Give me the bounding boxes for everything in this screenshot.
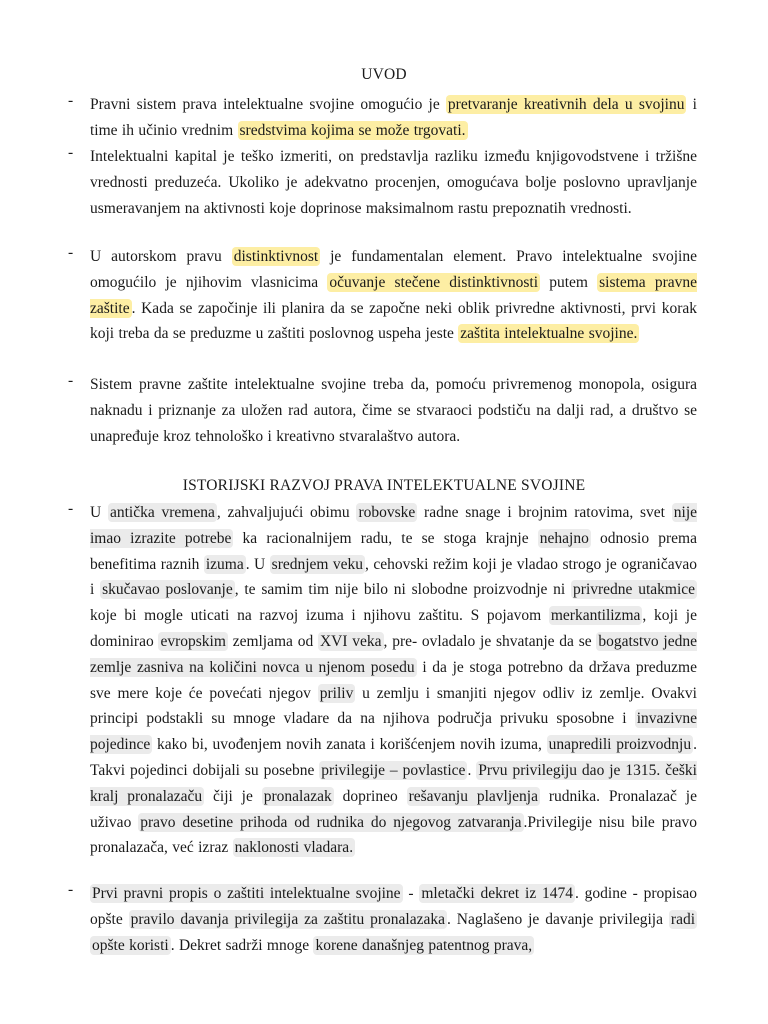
text-run: ka racionalnijem radu, te se stoga krajnje	[233, 529, 538, 547]
highlight-grey: priliv	[319, 684, 354, 702]
text-run: zemljama od	[227, 632, 318, 650]
text-run: U	[90, 504, 108, 521]
text-run: -	[402, 885, 420, 902]
highlight-grey: korene današnjeg patentnog prava,	[315, 936, 533, 954]
text-run: rudnika. Pronalazač je uživao	[90, 787, 697, 831]
text-run: , te samim tim nije bilo ni slobodne proizvodnje ni	[234, 581, 572, 599]
highlight-grey: mletački dekret iz 1474	[421, 885, 573, 902]
paragraph-5	[90, 500, 697, 861]
highlight-grey: radi	[670, 910, 696, 928]
text-run: odnosio prema benefitima raznih	[90, 529, 697, 573]
bullet-dash: -	[68, 881, 74, 898]
highlight-grey: pravo desetine prihoda od rudnika do njegovog zatvaranja	[140, 813, 522, 831]
text-run: .Privilegije nisu bile pravo pronalazača, već izraz	[90, 813, 697, 857]
text-run: Sistem pravne zaštite intelektualne svojine treba da, pomoću privremenog monopola, osigura naknadu i priznanje za uložen rad autora, čime se stvaraoci podstiču na dalji rad, a društvo se unapređuje kroz tehnološko i kreativno stvaralaštvo autora.	[90, 376, 697, 445]
highlight-grey: opšte koristi	[92, 936, 169, 954]
bullet-dash: -	[68, 500, 74, 517]
bullet-item-2	[68, 144, 708, 221]
text-run: .	[467, 761, 477, 779]
paragraph-4	[90, 372, 697, 449]
text-run: . U	[245, 555, 270, 573]
highlight-yellow: distinktivnost	[233, 248, 319, 265]
highlight-grey: skučavao poslovanje	[102, 581, 233, 599]
bullet-dash: -	[68, 244, 74, 261]
text-run: , koji je dominirao	[90, 607, 697, 650]
text-run: i da je stoga potrebno da država preduzme sve mere koje će povećati njegov	[90, 658, 697, 702]
text-run: , zahvaljujući obimu	[216, 504, 357, 521]
paragraph-2	[90, 144, 697, 221]
highlight-grey: nehajno	[539, 529, 589, 547]
bullet-dash: -	[68, 372, 74, 389]
text-run: doprineo	[333, 787, 407, 805]
text-run: . Kada se započinje ili planira da se započne neki oblik privredne aktivnosti, prvi korak koji treba da se preduzme u zaštiti poslovnog uspeha jeste	[90, 299, 697, 343]
highlight-yellow: sistema pravne zaštite	[90, 273, 697, 317]
highlight-yellow: zaštita intelektualne svojine.	[460, 325, 638, 343]
text-run: , pre- ovladalo je shvatanje da se	[383, 632, 597, 650]
text-run: . Naglašeno je davanje privilegija	[447, 910, 669, 928]
text-run: U autorskom pravu	[90, 248, 232, 265]
text-run: , cehovski režim koji je vladao strogo je ograničavao i	[90, 555, 697, 599]
bullet-item-3	[68, 244, 708, 347]
text-run: čiji je	[204, 787, 262, 805]
paragraph-6	[90, 881, 697, 958]
text-run: koje bi mogle uticati na razvoj izuma i njihovu zaštitu. S pojavom	[90, 607, 549, 625]
highlight-grey: privilegije – povlastice	[321, 761, 466, 779]
bullet-dash: -	[68, 144, 74, 161]
highlight-grey: XVI veka	[319, 632, 382, 650]
paragraph-3	[90, 244, 697, 347]
text-run: je fundamentalan element. Pravo intelektualne svojine omogućilo je njihovim vlasnicima	[90, 248, 697, 291]
highlight-grey: naklonosti vladara.	[234, 839, 354, 857]
text-run: putem	[540, 273, 598, 291]
highlight-yellow: očuvanje stečene distinktivnosti	[329, 273, 539, 291]
highlight-grey: unapredili proizvodnju	[548, 736, 692, 754]
text-run: kako bi, uvođenjem novih zanata i korišćenjem novih izuma,	[152, 736, 547, 754]
text-run: . Takvi pojedinci dobijali su posebne	[90, 736, 697, 779]
paragraph-1	[90, 92, 697, 144]
text-run: Intelektualni kapital je teško izmeriti, on predstavlja razliku između knjigovodstvene i tržišne vrednosti preduzeća. Ukoliko je adekvatno procenjen, omogućava bolje poslovno upravljanje usmeravanjem na aktivnosti koje doprinose maksimalnom rastu prepoznatih vrednosti.	[90, 148, 697, 217]
highlight-grey: evropskim	[160, 632, 226, 650]
highlight-grey: bogatstvo jedne zemlje zasniva na količini novca u njenom posedu	[90, 632, 697, 676]
highlight-grey: pronalazak	[263, 787, 332, 805]
highlight-grey: Prvi pravni propis o zaštiti intelektualne svojine	[92, 885, 401, 902]
highlight-grey: rešavanju plavljenja	[408, 787, 538, 805]
text-run: radne snage i brojnim ratovima, svet	[417, 504, 672, 521]
text-run: u zemlju i smanjiti njegov odliv iz zemlje. Ovakvi principi podstakli su mnoge vladare da na njihova područja privuku sposobne i	[90, 684, 697, 728]
bullet-item-6	[68, 881, 708, 958]
heading-uvod: UVOD	[361, 66, 407, 83]
text-run: . Dekret sadrži mnoge	[170, 936, 314, 954]
highlight-yellow: pretvaranje kreativnih dela u svojinu	[447, 96, 685, 113]
highlight-grey: robovske	[358, 504, 416, 521]
highlight-grey: privredne utakmice	[573, 581, 696, 599]
highlight-grey: pravilo davanja privilegija za zaštitu pronalazaka	[130, 910, 446, 928]
bullet-item-4	[68, 372, 708, 449]
text-run: Pravni sistem prava intelektualne svojine omogućio je	[90, 96, 446, 113]
highlight-grey: invazivne pojedince	[90, 710, 697, 754]
heading-istorijski-razvoj: ISTORIJSKI RAZVOJ PRAVA INTELEKTUALNE SVOJINE	[182, 477, 586, 494]
highlight-grey: merkantilizma	[550, 607, 641, 625]
highlight-yellow: sredstvima kojima se može trgovati.	[239, 121, 466, 139]
bullet-item-1	[68, 92, 708, 144]
bullet-item-5	[68, 500, 708, 861]
highlight-grey: srednjem veku	[271, 555, 364, 573]
text-run: i time ih učinio vrednim	[90, 96, 697, 139]
text-run: . godine - propisao opšte	[90, 885, 697, 928]
bullet-dash: -	[68, 92, 74, 109]
highlight-grey: antička vremena	[109, 504, 215, 521]
highlight-grey: Prvu privilegiju dao je 1315. češki kralj pronalazaču	[90, 761, 697, 805]
highlight-grey: nije imao izrazite potrebe	[90, 504, 698, 547]
highlight-grey: izuma	[205, 555, 244, 573]
